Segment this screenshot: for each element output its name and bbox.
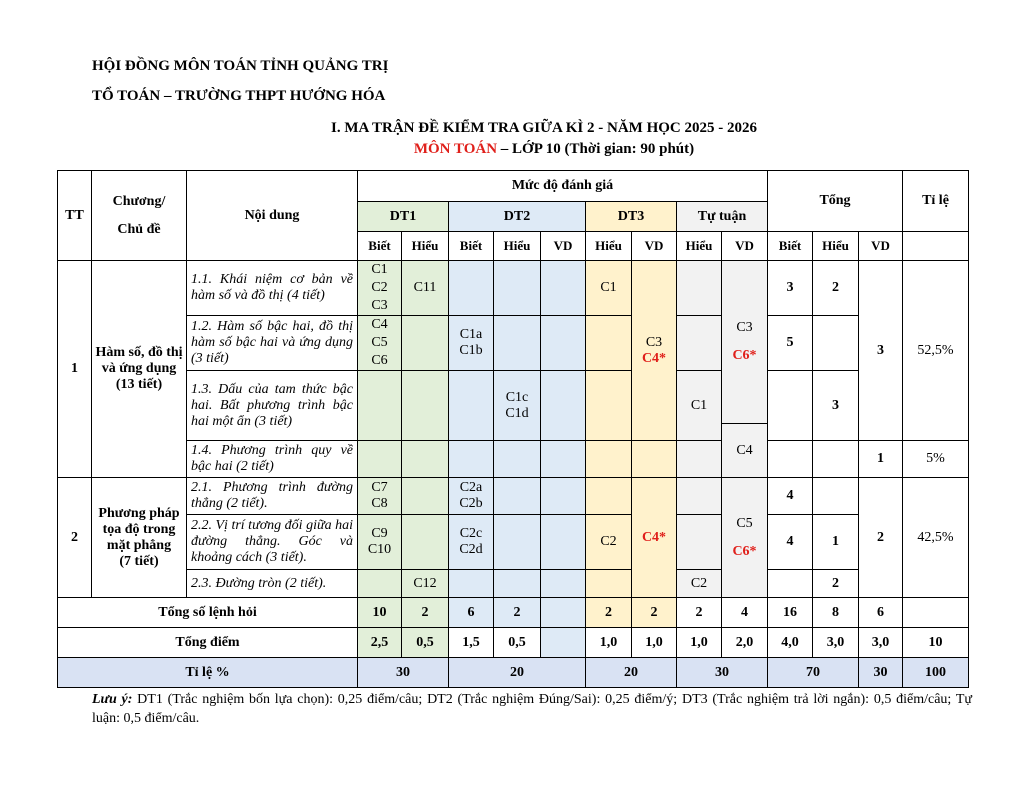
sq-5: 2: [586, 598, 632, 628]
r2-tl-vd-a: C5: [736, 515, 753, 531]
q: C1: [371, 262, 388, 277]
sp-9: 4,0: [768, 628, 813, 658]
r12-dt2-biet: [449, 316, 494, 371]
r12-dt2-hieu: [494, 316, 541, 371]
r21-dt2-biet: [449, 478, 494, 515]
content-2-1: 2.1. Phương trình đường thẳng (2 tiết).: [187, 478, 358, 515]
r21-dt3-hieu: [586, 478, 632, 515]
sp-8: 2,0: [722, 628, 768, 658]
subject-name: MÔN TOÁN: [413, 141, 498, 157]
dt1-biet: Biết: [358, 232, 402, 261]
row-1-1: [58, 261, 969, 316]
r1-tl-vd-a: C3: [736, 320, 753, 335]
ratio-dt2: 20: [449, 658, 586, 688]
r21-dt2-hieu: [494, 478, 541, 515]
r23-total-hieu: 2: [813, 570, 859, 598]
r14-tl-vd: C4: [736, 443, 753, 458]
footnote: [92, 690, 972, 728]
sp-5: 1,0: [586, 628, 632, 658]
dt3-hieu: Hiểu: [586, 232, 632, 261]
r21-dt1-hieu: [402, 478, 449, 515]
ratio-biet-hieu: 70: [768, 658, 859, 688]
content-1-1: 1.1. Khái niệm cơ bản về hàm số và đồ thị (4 tiết): [187, 261, 358, 316]
sp-1: 0,5: [402, 628, 449, 658]
r14-total-hieu: [813, 441, 859, 478]
dt2-vd: VD: [541, 232, 586, 261]
ratio-blank: [903, 232, 969, 261]
r22-tl-hieu: [677, 515, 722, 570]
r12-dt2-vd: [541, 316, 586, 371]
r1-dt3-vd-b: C4*: [641, 350, 667, 366]
ratio-dt1: 30: [358, 658, 449, 688]
sq-7: 2: [677, 598, 722, 628]
r13-tl-hieu: C1: [677, 371, 722, 441]
document-subtitle: [0, 141, 1024, 158]
r22-total-biet: 4: [768, 515, 813, 570]
r12-total-hieu: [813, 316, 859, 371]
sp-6: 1,0: [632, 628, 677, 658]
r13-total-hieu: 3: [813, 371, 859, 441]
r12-tl-hieu: [677, 316, 722, 371]
r11-dt1-biet: [358, 261, 402, 316]
r12-dt1-biet: [358, 316, 402, 371]
r11-total-hieu: 2: [813, 261, 859, 316]
q: C8: [371, 496, 388, 511]
r22-dt2-vd: [541, 515, 586, 570]
r12-total-biet: 5: [768, 316, 813, 371]
q: C5: [371, 335, 388, 350]
r23-total-biet: [768, 570, 813, 598]
sq-4: [541, 598, 586, 628]
q: C10: [367, 542, 392, 557]
tl-hieu: Hiểu: [677, 232, 722, 261]
ratio-vd: 30: [859, 658, 903, 688]
sq-10: 8: [813, 598, 859, 628]
sp-2: 1,5: [449, 628, 494, 658]
r13-dt2-hieu: [494, 371, 541, 441]
sp-10: 3,0: [813, 628, 859, 658]
r11-tl-hieu: [677, 261, 722, 316]
sq-9: 16: [768, 598, 813, 628]
r22-dt2-biet: [449, 515, 494, 570]
r14-total-vd: 1: [859, 441, 903, 478]
footnote-label: Lưu ý:: [92, 692, 133, 707]
q: C2c: [459, 526, 483, 541]
r11-dt2-vd: [541, 261, 586, 316]
header-row-1: [58, 171, 969, 202]
r11-dt1-hieu: C11: [402, 261, 449, 316]
r11-dt3-hieu: C1: [586, 261, 632, 316]
ratio-essay: 30: [677, 658, 768, 688]
footnote-text: DT1 (Trắc nghiệm bốn lựa chọn): 0,25 điểm/câu; DT2 (Trắc nghiệm Đúng/Sai): 0,25 điểm/ý; DT3 (Trắc nghiệm trả lời ngắn): 0,5 điểm/câu; Tự luận: 0,5 điểm/câu.: [92, 692, 972, 726]
r13-dt3-hieu: [586, 371, 632, 441]
row-2-1: [58, 478, 969, 515]
r22-dt3-hieu: C2: [586, 515, 632, 570]
chapter-1-name: [92, 261, 187, 478]
r2-tl-vd-b: C6*: [732, 543, 757, 559]
sq-3: 2: [494, 598, 541, 628]
q: C1b: [459, 343, 483, 358]
sq-11: 6: [859, 598, 903, 628]
q: C2: [371, 280, 388, 295]
sp-12: 10: [903, 628, 969, 658]
r23-dt1-biet: [358, 570, 402, 598]
r23-dt2-hieu: [494, 570, 541, 598]
col-dt3: DT3: [586, 202, 677, 232]
q: C2a: [459, 480, 483, 495]
r14-dt1-biet: [358, 441, 402, 478]
r11-dt2-hieu: [494, 261, 541, 316]
row-2-2: [58, 515, 969, 570]
school-council-heading: HỘI ĐỒNG MÔN TOÁN TỈNH QUẢNG TRỊ: [92, 58, 389, 74]
r14-dt3-vd: [632, 441, 677, 478]
col-level-group: Mức độ đánh giá: [358, 171, 768, 202]
r23-dt2-biet: [449, 570, 494, 598]
r13-dt2-vd: [541, 371, 586, 441]
r14-tl-hieu: [677, 441, 722, 478]
r14-dt2-biet: [449, 441, 494, 478]
r21-total-hieu: [813, 478, 859, 515]
col-total-group: Tổng: [768, 171, 903, 232]
r23-dt2-vd: [541, 570, 586, 598]
q: C4: [371, 317, 388, 332]
sq-2: 6: [449, 598, 494, 628]
dt2-hieu: Hiểu: [494, 232, 541, 261]
sp-3: 0,5: [494, 628, 541, 658]
row-2-3: [58, 570, 969, 598]
q: C3: [371, 298, 388, 313]
chapter-2-hours: (7 tiết): [119, 553, 159, 569]
sq-8: 4: [722, 598, 768, 628]
r23-dt1-hieu: C12: [402, 570, 449, 598]
col-dt1: DT1: [358, 202, 449, 232]
r1-total-vd: 3: [859, 261, 903, 441]
r1-tl-vd-wrap: [722, 261, 768, 478]
chapter-2-name: [92, 478, 187, 598]
q: C1c: [505, 389, 529, 405]
ratio-all: 100: [903, 658, 969, 688]
sq-1: 2: [402, 598, 449, 628]
r2-total-vd: 2: [859, 478, 903, 598]
r22-total-hieu: 1: [813, 515, 859, 570]
sp-4: [541, 628, 586, 658]
r1-dt3-vd: [632, 261, 677, 441]
r22-dt1-hieu: [402, 515, 449, 570]
chapter-1-title: Hàm số, đồ thị và ứng dụng: [95, 345, 183, 376]
row-1-3: [58, 371, 969, 441]
col-chapter-l1: Chương/: [112, 193, 166, 209]
col-chapter: [92, 171, 187, 261]
sp-0: 2,5: [358, 628, 402, 658]
col-ratio: Tỉ lệ: [903, 171, 969, 232]
r1-tl-vd: [722, 261, 767, 424]
content-1-2: 1.2. Hàm số bậc hai, đồ thị hàm số bậc hai và ứng dụng (3 tiết): [187, 316, 358, 371]
content-2-3: 2.3. Đường tròn (2 tiết).: [187, 570, 358, 598]
r14-total-biet: [768, 441, 813, 478]
sq-0: 10: [358, 598, 402, 628]
r14-dt1-hieu: [402, 441, 449, 478]
r2-tl-vd: [722, 478, 768, 598]
chapter-2-title: Phương pháp tọa độ trong mặt phẳng: [98, 505, 180, 553]
col-essay: Tự tuận: [677, 202, 768, 232]
r2-ratio: 42,5%: [903, 478, 969, 598]
row-ratio: [58, 658, 969, 688]
chapter-1-hours: (13 tiết): [115, 377, 163, 392]
r12-dt1-hieu: [402, 316, 449, 371]
row-sum-questions: [58, 598, 969, 628]
r11-dt2-biet: [449, 261, 494, 316]
document-title: I. MA TRẬN ĐỀ KIỂM TRA GIỮA KÌ 2 - NĂM HỌC 2025 - 2026: [331, 120, 757, 136]
row-1-2: [58, 316, 969, 371]
r14-dt3-hieu: [586, 441, 632, 478]
tl-vd: VD: [722, 232, 768, 261]
r22-dt1-biet: [358, 515, 402, 570]
content-1-4: 1.4. Phương trình quy về bậc hai (2 tiết): [187, 441, 358, 478]
subtitle-rest: – LỚP 10 (Thời gian: 90 phút): [497, 141, 695, 157]
r14-dt2-hieu: [494, 441, 541, 478]
q: C2b: [459, 496, 483, 511]
col-content: Nội dung: [187, 171, 358, 261]
school-department-heading: TỔ TOÁN – TRƯỜNG THPT HƯỚNG HÓA: [92, 88, 386, 104]
col-tt: TT: [58, 171, 92, 261]
sum-points-label: Tổng điểm: [58, 628, 358, 658]
r14-ratio: 5%: [903, 441, 969, 478]
r21-tl-hieu: [677, 478, 722, 515]
col-chapter-l2: Chủ đề: [117, 221, 161, 237]
r12-dt3-hieu: [586, 316, 632, 371]
assessment-matrix-table: [57, 170, 969, 688]
dt3-vd: VD: [632, 232, 677, 261]
r23-tl-hieu: C2: [677, 570, 722, 598]
q: C6: [371, 353, 388, 368]
row-sum-points: [58, 628, 969, 658]
r23-dt3-hieu: [586, 570, 632, 598]
ratio-dt3: 20: [586, 658, 677, 688]
r13-dt1-hieu: [402, 371, 449, 441]
q: C9: [371, 526, 388, 541]
q: C7: [371, 480, 388, 495]
r22-dt2-hieu: [494, 515, 541, 570]
r1-dt3-vd-a: C3: [645, 334, 663, 350]
total-hieu: Hiểu: [813, 232, 859, 261]
sum-questions-label: Tổng số lệnh hỏi: [58, 598, 358, 628]
r13-dt2-biet: [449, 371, 494, 441]
q: C1d: [505, 405, 529, 421]
sq-6: 2: [632, 598, 677, 628]
r14-dt2-vd: [541, 441, 586, 478]
r1-ratio: 52,5%: [903, 261, 969, 441]
r2-dt3-vd: C4*: [632, 478, 677, 598]
r13-total-biet: [768, 371, 813, 441]
dt1-hieu: Hiểu: [402, 232, 449, 261]
content-1-3: 1.3. Dấu của tam thức bậc hai. Bất phương trình bậc hai một ẩn (3 tiết): [187, 371, 358, 441]
q: C2d: [459, 542, 483, 557]
sq-12: [903, 598, 969, 628]
chapter-1-number: 1: [58, 261, 92, 478]
r21-total-biet: 4: [768, 478, 813, 515]
content-2-2: 2.2. Vị trí tương đối giữa hai đường thẳng. Góc và khoảng cách (3 tiết).: [187, 515, 358, 570]
r1-tl-vd-b: C6*: [732, 348, 757, 363]
dt2-biet: Biết: [449, 232, 494, 261]
total-vd: VD: [859, 232, 903, 261]
r21-dt1-biet: [358, 478, 402, 515]
col-dt2: DT2: [449, 202, 586, 232]
q: C1a: [459, 327, 483, 342]
ratio-label: Tỉ lệ %: [58, 658, 358, 688]
r11-total-biet: 3: [768, 261, 813, 316]
r21-dt2-vd: [541, 478, 586, 515]
sp-7: 1,0: [677, 628, 722, 658]
total-biet: Biết: [768, 232, 813, 261]
chapter-2-number: 2: [58, 478, 92, 598]
row-1-4: [58, 441, 969, 478]
r13-dt1-biet: [358, 371, 402, 441]
sp-11: 3,0: [859, 628, 903, 658]
